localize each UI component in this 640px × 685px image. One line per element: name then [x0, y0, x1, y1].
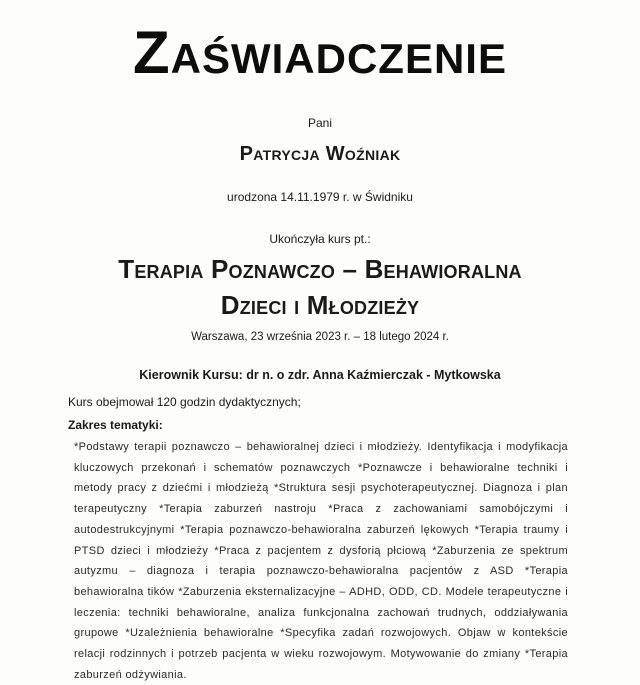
- completed-label: Ukończyła kurs pt.:: [269, 232, 371, 246]
- scope-label: Zakres tematyki:: [68, 418, 163, 432]
- birth-info: urodzona 14.11.1979 r. w Świdniku: [227, 190, 413, 204]
- certificate-title: Zaświadczenie: [133, 19, 507, 86]
- course-title-line2: Dzieci i Młodzieży: [220, 290, 420, 320]
- salutation: Pani: [307, 116, 333, 130]
- course-dates: Warszawa, 23 września 2023 r. – 18 lutego 2024 r.: [191, 331, 449, 343]
- recipient-name: Patrycja Woźniak: [239, 143, 401, 165]
- scope-text: *Podstawy terapii poznawczo – behawioralnej dzieci i młodzieży. Identyfikacja i modyfikacja kluczowych przekonań i schematów poznawczych *Poznawcze i behawioralne techniki i metody pracy z dziećmi i młodzieżą *Struktura sesji psychoterapeutycznej. Diagnoza i plan terapeutyczny *Terapia zaburzeń nastroju *Praca z zachowaniami samobójczymi i autodestrukcyjnymi *Terapia poznawczo-behawioralna zaburzeń lękowych *Terapia traumy i PTSD dzieci i młodzieży *Praca z pacjentem z dysforią płciową *Zaburzenia ze spektrum autyzmu – diagnoza i terapia poznawczo-behawioralna pacjentów z ASD *Terapia behawioralna tików *Zaburzenia eksternalizacyjne – ADHD, ODD, CD. Modele terapeutyczne i leczenia: techniki behawioralne, analiza funkcjonalna zachowań trudnych, oddziaływania grupowe *Uzależnienia behawioralne *Specyfika zadań rozwojowych. Objaw w kontekście relacji rodzinnych i potrzeb pacjenta w wieku rozwojowym. Motywowanie do zmiany *Terapia zaburzeń odżywiania.: [74, 441, 568, 681]
- course-title-line1: Terapia Poznawczo – Behawioralna: [118, 254, 522, 284]
- hours-info: Kurs obejmował 120 godzin dydaktycznych;: [68, 395, 301, 409]
- course-director: Kierownik Kursu: dr n. o zdr. Anna Kaźmierczak - Mytkowska: [139, 368, 501, 382]
